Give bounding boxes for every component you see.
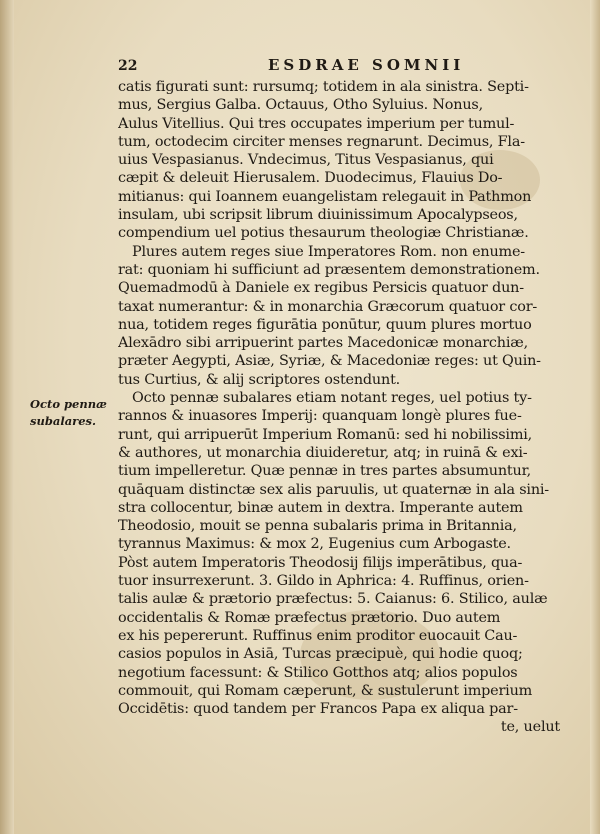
catchword: te, uelut bbox=[500, 719, 560, 736]
text-line: rat: quoniam hi sufficiunt ad præsentem demonstrationem. bbox=[118, 261, 540, 278]
text-line: nua, totidem reges figurātia ponūtur, quum plures mortuo bbox=[118, 316, 532, 333]
text-line: negotium facessunt: & Stilico Gotthos atq; alios populos bbox=[118, 664, 518, 681]
text-line: Occidētis: quod tandem per Francos Papa ex aliqua par- bbox=[118, 701, 518, 718]
text-line: Theodosio, mouit se penna subalaris prima in Britannia, bbox=[118, 518, 517, 535]
text-line: Alexādro sibi arripuerint partes Macedonicæ monarchiæ, bbox=[118, 335, 528, 352]
marginal-note bbox=[30, 396, 116, 430]
text-line: tium impelleretur. Quæ pennæ in tres partes absumuntur, bbox=[118, 463, 532, 480]
text-line: compendium uel potius thesaurum theologiæ Christianæ. bbox=[118, 225, 529, 242]
text-line: Plures autem reges siue Imperatores Rom. non enume- bbox=[132, 243, 525, 260]
text-line: casios populos in Asiā, Turcas præcipuè, qui hodie quoq; bbox=[118, 646, 523, 663]
marginal-note-line: Octo pennæ bbox=[30, 397, 107, 411]
text-line: Pòst autem Imperatoris Theodosij filijs imperātibus, qua- bbox=[118, 554, 523, 571]
text-line: præter Aegypti, Asiæ, Syriæ, & Macedoniæ reges: ut Quin- bbox=[118, 353, 541, 370]
text-line: commouit, qui Romam cæperunt, & sustulerunt imperium bbox=[118, 682, 533, 699]
page-edge-shadow bbox=[590, 0, 600, 834]
text-line: taxat numerantur: & in monarchia Græcorum quatuor cor- bbox=[118, 298, 538, 315]
text-line: uius Vespasianus. Vndecimus, Titus Vespasianus, qui bbox=[118, 152, 494, 169]
body-text bbox=[118, 78, 560, 737]
page-number: 22 bbox=[118, 58, 138, 74]
text-line: tuor insurrexerunt. 3. Gildo in Aphrica: 4. Ruffinus, orien- bbox=[118, 573, 529, 590]
text-line: ex his pepererunt. Ruffinus enim proditor euocauit Cau- bbox=[118, 627, 518, 644]
text-line: mitianus: qui Ioannem euangelistam relegauit in Pathmon bbox=[118, 188, 532, 205]
text-line: Octo pennæ subalares etiam notant reges, uel potius ty- bbox=[132, 390, 532, 407]
text-line: stra collocentur, binæ autem in dextra. Imperante autem bbox=[118, 499, 523, 516]
page-edge-shadow bbox=[0, 0, 14, 834]
text-line: tum, octodecim circiter menses regnarunt. Decimus, Fla- bbox=[118, 133, 525, 150]
text-line: insulam, ubi scripsit librum diuinissimum Apocalypseos, bbox=[118, 207, 518, 224]
text-line: talis aulæ & prætorio præfectus: 5. Caianus: 6. Stilico, aulæ bbox=[118, 591, 548, 608]
page-header bbox=[118, 56, 558, 80]
text-line: runt, qui arripuerūt Imperium Romanū: sed hi nobilissimi, bbox=[118, 426, 533, 443]
marginal-note-line: subalares. bbox=[30, 414, 97, 428]
text-line: cæpit & deleuit Hierusalem. Duodecimus, Flauius Do- bbox=[118, 170, 503, 187]
text-line: tus Curtius, & alij scriptores ostendunt. bbox=[118, 371, 401, 388]
running-head: ESDRAE SOMNII bbox=[268, 56, 465, 74]
text-line: rannos & inuasores Imperij: quanquam longè plures fue- bbox=[118, 408, 522, 425]
text-line: Aulus Vitellius. Qui tres occupates imperium per tumul- bbox=[118, 115, 515, 132]
text-line: tyrannus Maximus: & mox 2, Eugenius cum Arbogaste. bbox=[118, 536, 511, 553]
text-line: occidentalis & Romæ præfectus prætorio. Duo autem bbox=[118, 609, 501, 626]
text-line: mus, Sergius Galba. Octauus, Otho Syluius. Nonus, bbox=[118, 97, 483, 114]
text-line: & authores, ut monarchia diuideretur, atq; in ruinā & exi- bbox=[118, 444, 528, 461]
text-line: Quemadmodū à Daniele ex regibus Persicis quatuor dun- bbox=[118, 280, 524, 297]
text-line: catis figurati sunt: rursumq; totidem in ala sinistra. Septi- bbox=[118, 79, 529, 95]
text-line: quāquam distinctæ sex alis paruulis, ut quaternæ in ala sini- bbox=[118, 481, 549, 498]
